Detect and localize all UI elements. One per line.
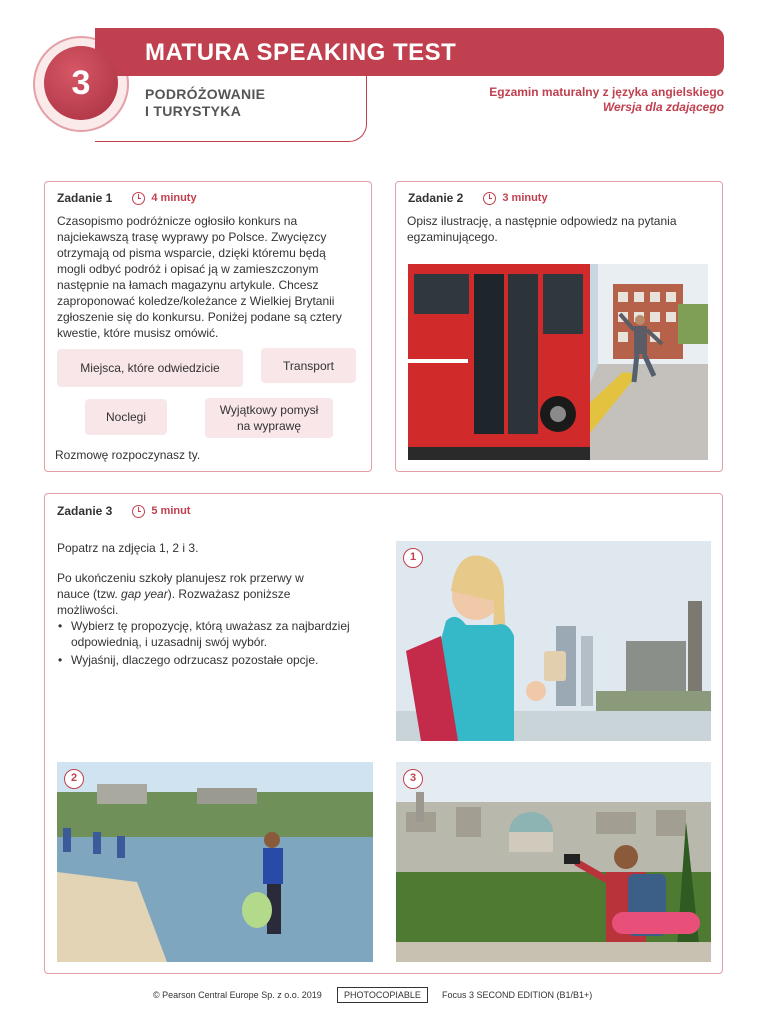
task3-header <box>57 504 190 518</box>
task3-para-start: Po ukończeniu szkoły planujesz rok przerwy w nauce (tzw. <box>57 571 304 601</box>
bullet-item: • Wybierz tę propozycję, którą uważasz za najbardziej odpowiednią, i uzasadnij swój wybór. <box>57 618 369 650</box>
chip-unique-idea: Wyjątkowy pomysł na wyprawę <box>205 398 333 438</box>
task2-instructions: Opisz ilustrację, a następnie odpowiedz na pytania egzaminującego. <box>407 214 677 244</box>
section-number-badge: 3 <box>44 46 118 120</box>
title-banner <box>95 28 724 76</box>
task2-time: 3 minuty <box>502 192 548 204</box>
exam-name: Egzamin maturalny z języka angielskiego <box>489 85 724 99</box>
chip-transport: Transport <box>261 348 356 383</box>
clock-icon <box>483 192 496 205</box>
photo-3-number: 3 <box>403 769 423 789</box>
task2-panel <box>395 181 723 472</box>
task1-panel <box>44 181 372 472</box>
task3-bullets <box>57 618 369 670</box>
photo-2-number: 2 <box>64 769 84 789</box>
task3-intro: Popatrz na zdjęcia 1, 2 i 3. <box>57 541 199 555</box>
task1-closing: Rozmowę rozpoczynasz ty. <box>55 448 201 462</box>
bus-photo <box>408 264 708 460</box>
page-title: MATURA SPEAKING TEST <box>145 39 457 66</box>
task3-para-end: ). Rozważasz poniższe możliwości. <box>57 587 291 617</box>
bullet-item: • Wyjaśnij, dlaczego odrzucasz pozostałe opcje. <box>57 652 369 668</box>
photocopiable-label: PHOTOCOPIABLE <box>337 987 428 1003</box>
task3-label: Zadanie 3 <box>57 504 113 518</box>
task3-paragraph <box>57 570 327 618</box>
task2-label: Zadanie 2 <box>408 191 464 205</box>
task1-header <box>57 191 197 205</box>
copyright: © Pearson Central Europe Sp. z o.o. 2019 <box>153 990 322 1000</box>
exam-version: Wersja dla zdającego <box>602 100 724 114</box>
chip-places: Miejsca, które odwiedzicie <box>57 349 243 387</box>
clock-icon <box>132 192 145 205</box>
photo-3-traveller <box>396 762 711 962</box>
task1-label: Zadanie 1 <box>57 191 113 205</box>
subtitle-line-1: PODRÓŻOWANIE <box>145 86 266 102</box>
chip-accommodation: Noclegi <box>85 399 167 435</box>
photo-1-student <box>396 541 711 741</box>
task1-instructions: Czasopismo podróżnicze ogłosiło konkurs na najciekawszą trasę wyprawy po Polsce. Zwycięzcy otrzymają od pisma wsparcie, dzięki któremu będą mogli odbyć podróż i opisać ją w zamieszczonym następnie na łamach magazynu artykule. Chcesz zaproponować koledze/koleżance z Wielkiej Brytanii zgłoszenie się do konkursu. Poniżej podane są cztery kwestie, które musisz omówić. <box>57 214 342 340</box>
section-subtitle <box>145 86 265 120</box>
task3-time: 5 minut <box>151 505 191 517</box>
photo-1-number: 1 <box>403 548 423 568</box>
page-footer <box>0 987 768 1003</box>
subtitle-line-2: I TURYSTYKA <box>145 103 242 119</box>
clock-icon <box>132 505 145 518</box>
task2-header <box>408 191 548 205</box>
task3-para-italic: gap year <box>121 587 168 601</box>
task1-time: 4 minuty <box>151 192 197 204</box>
task3-panel <box>44 493 723 974</box>
photo-2-volunteers <box>57 762 373 962</box>
edition: Focus 3 SECOND EDITION (B1/B1+) <box>442 990 593 1000</box>
